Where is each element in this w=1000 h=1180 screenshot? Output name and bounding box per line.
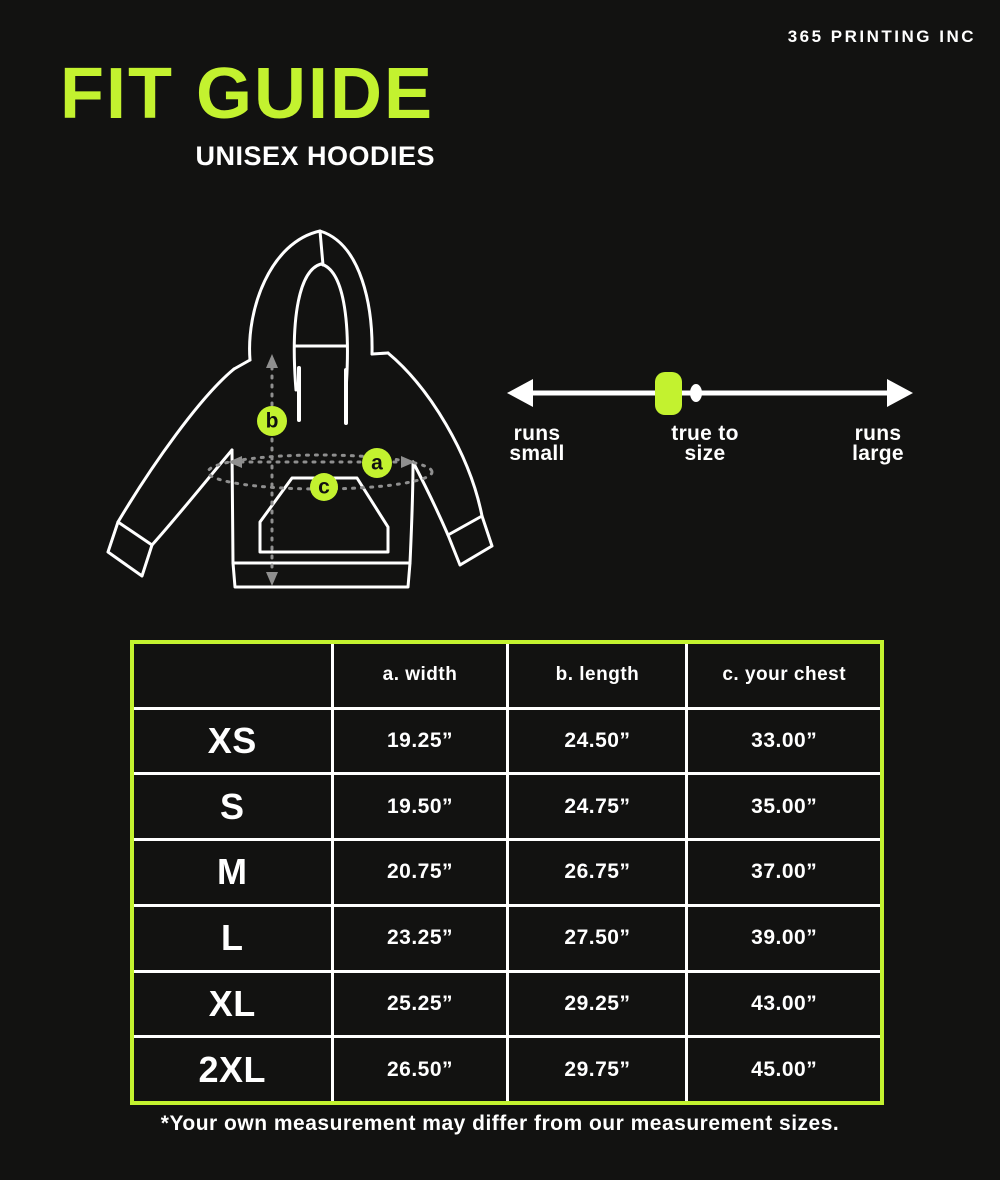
table-header-length: b. length [509, 644, 685, 707]
value-xs-length: 24.50” [509, 710, 685, 773]
hood-opening [294, 264, 347, 390]
value-m-width: 20.75” [334, 841, 507, 904]
scale-label-true-to-size [645, 424, 765, 464]
value-2xl-length: 29.75” [509, 1038, 685, 1101]
hood-outline [250, 231, 372, 360]
marker-c-letter: c [318, 475, 330, 499]
value-s-length: 24.75” [509, 775, 685, 838]
marker-b-letter: b [265, 409, 279, 433]
scale-label-runs-large [822, 424, 934, 464]
size-label-xl: XL [134, 973, 331, 1036]
shoulder-right [372, 353, 388, 354]
true-to-size-indicator [655, 372, 682, 415]
marker-a-letter: a [371, 451, 383, 475]
hood-seam [320, 231, 323, 265]
length-arrow-down [266, 572, 278, 586]
fit-scale-arrow [505, 362, 915, 424]
size-label-l: L [134, 907, 331, 970]
value-l-length: 27.50” [509, 907, 685, 970]
length-arrow-up [266, 354, 278, 368]
value-m-length: 26.75” [509, 841, 685, 904]
value-xl-chest: 43.00” [688, 973, 880, 1036]
cuff-left [108, 522, 152, 576]
scale-label-line: runs [513, 422, 561, 445]
value-l-chest: 39.00” [688, 907, 880, 970]
cuff-right [448, 516, 492, 565]
marker-b [257, 406, 287, 436]
value-2xl-chest: 45.00” [688, 1038, 880, 1101]
value-s-width: 19.50” [334, 775, 507, 838]
brand-name: 365 PRINTING INC [787, 27, 976, 46]
marker-c [310, 473, 338, 501]
size-label-2xl: 2XL [134, 1038, 331, 1101]
scale-arrow-right [887, 379, 913, 407]
page-subtitle: UNISEX HOODIES [195, 141, 435, 171]
scale-label-line: runs [854, 422, 902, 445]
value-xs-chest: 33.00” [688, 710, 880, 773]
body-right-edge [410, 462, 413, 563]
size-table [130, 640, 884, 1105]
body-left-edge [232, 450, 233, 563]
value-xs-width: 19.25” [334, 710, 507, 773]
size-label-xs: XS [134, 710, 331, 773]
value-l-width: 23.25” [334, 907, 507, 970]
value-s-chest: 35.00” [688, 775, 880, 838]
table-header-blank [134, 644, 331, 707]
marker-a [362, 448, 392, 478]
measurement-disclaimer: *Your own measurement may differ from our measurement sizes. [160, 1112, 840, 1135]
scale-label-line: size [684, 442, 726, 465]
value-xl-length: 29.25” [509, 973, 685, 1036]
table-header-width: a. width [334, 644, 507, 707]
value-m-chest: 37.00” [688, 841, 880, 904]
value-xl-width: 25.25” [334, 973, 507, 1036]
table-header-chest: c. your chest [688, 644, 880, 707]
size-label-s: S [134, 775, 331, 838]
value-2xl-width: 26.50” [334, 1038, 507, 1101]
scale-label-line: true to [671, 422, 739, 445]
scale-arrow-left [507, 379, 533, 407]
scale-center-dot [690, 384, 702, 402]
scale-label-runs-small [482, 424, 592, 464]
page-title: FIT GUIDE [60, 54, 434, 134]
sleeve-left-outer [118, 369, 234, 522]
sleeve-right-outer [388, 353, 482, 516]
hoodie-diagram [100, 220, 500, 610]
hem-band [233, 563, 410, 587]
scale-label-line: small [509, 442, 565, 465]
size-label-m: M [134, 841, 331, 904]
shoulder-left [234, 360, 250, 369]
scale-label-line: large [852, 442, 904, 465]
